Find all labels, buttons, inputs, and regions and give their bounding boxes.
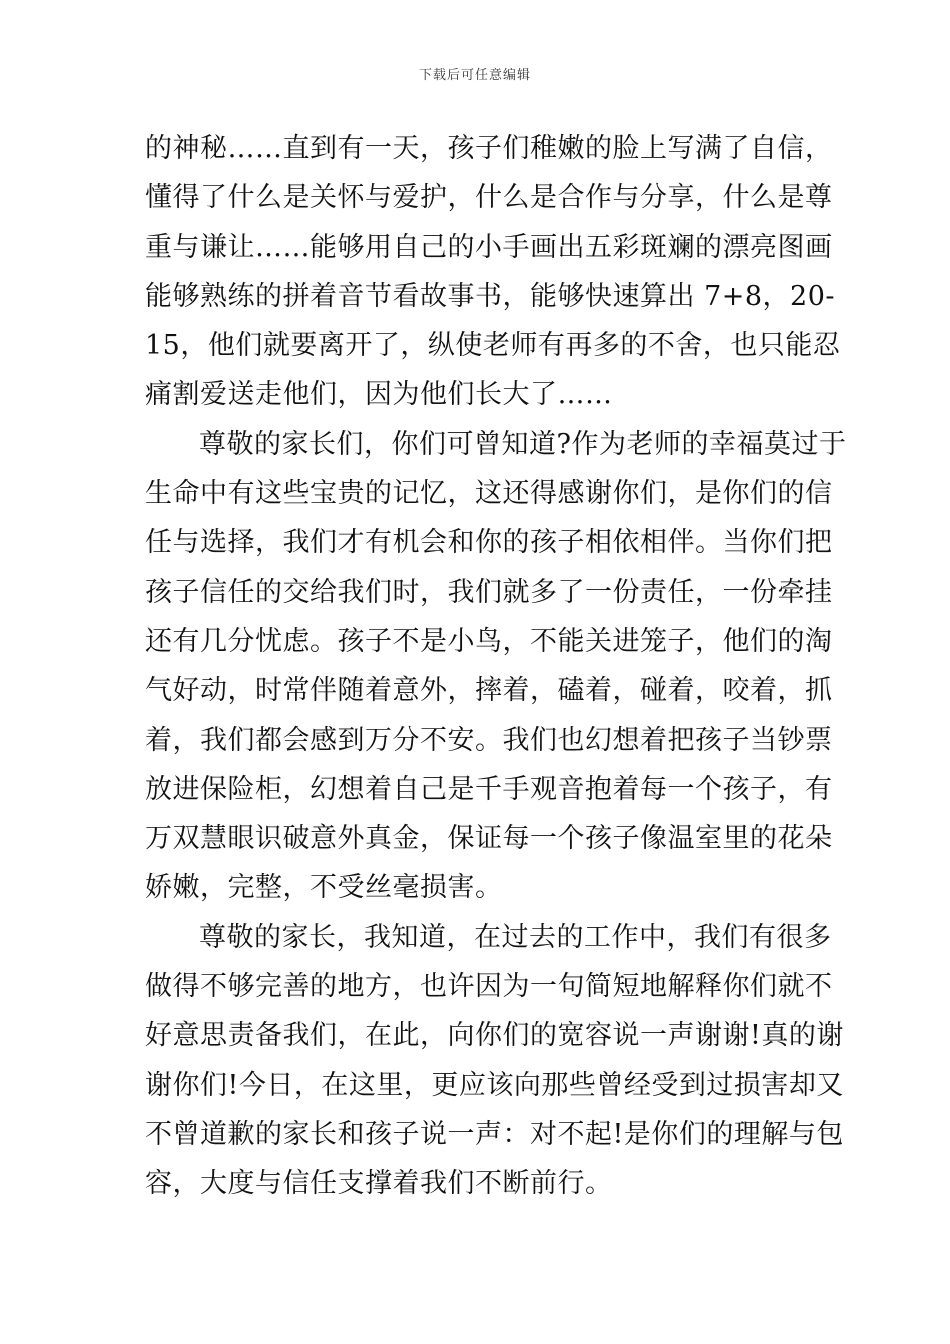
text-line: 尊敬的家长们，你们可曾知道?作为老师的幸福莫过于 [199,428,847,460]
text-line: 着，我们都会感到万分不安。我们也幻想着把孩子当钞票 [145,724,833,756]
text-line: 生命中有这些宝贵的记忆，这还得感谢你们，是你们的信 [145,478,833,510]
text-line: 重与谦让……能够用自己的小手画出五彩斑斓的漂亮图画 [145,231,833,263]
text-line: 谢你们!今日，在这里，更应该向那些曾经受到过损害却又 [145,1069,844,1101]
paragraph [145,420,847,913]
paragraph [145,124,841,420]
text-line: 尊敬的家长，我知道，在过去的工作中，我们有很多 [199,921,832,953]
text-line: 能够熟练的拼着音节看故事书，能够快速算出 7+8，20- [145,280,836,312]
text-line: 好意思责备我们，在此，向你们的宽容说一声谢谢!真的谢 [145,1020,844,1052]
text-line: 懂得了什么是关怀与爱护，什么是合作与分享，什么是尊 [145,182,833,214]
text-line: 还有几分忧虑。孩子不是小鸟，不能关进笼子，他们的淘 [145,625,833,657]
text-line: 做得不够完善的地方，也许因为一句简短地解释你们就不 [145,971,833,1003]
text-line: 的神秘……直到有一天，孩子们稚嫩的脸上写满了自信， [145,133,833,164]
text-line: 任与选择，我们才有机会和你的孩子相依相伴。当你们把 [145,527,833,559]
text-line: 万双慧眼识破意外真金，保证每一个孩子像温室里的花朵 [145,823,833,855]
text-line: 容，大度与信任支撑着我们不断前行。 [145,1168,613,1200]
text-line: 放进保险柜，幻想着自己是千手观音抱着每一个孩子，有 [145,773,833,805]
paragraph [145,913,844,1209]
text-line: 孩子信任的交给我们时，我们就多了一份责任，一份牵挂 [145,576,833,608]
text-line: 不曾道歉的家长和孩子说一声：对不起!是你们的理解与包 [145,1118,844,1150]
text-line: 15，他们就要离开了，纵使老师有再多的不舍，也只能忍 [145,330,841,362]
text-line: 痛割爱送走他们，因为他们长大了…… [145,379,613,411]
text-line: 气好动，时常伴随着意外，摔着，磕着，碰着，咬着，抓 [145,675,833,707]
page-header: 下载后可任意编辑 [418,68,531,83]
text-line: 娇嫩，完整，不受丝毫损害。 [145,872,503,904]
document-body [145,124,847,1209]
